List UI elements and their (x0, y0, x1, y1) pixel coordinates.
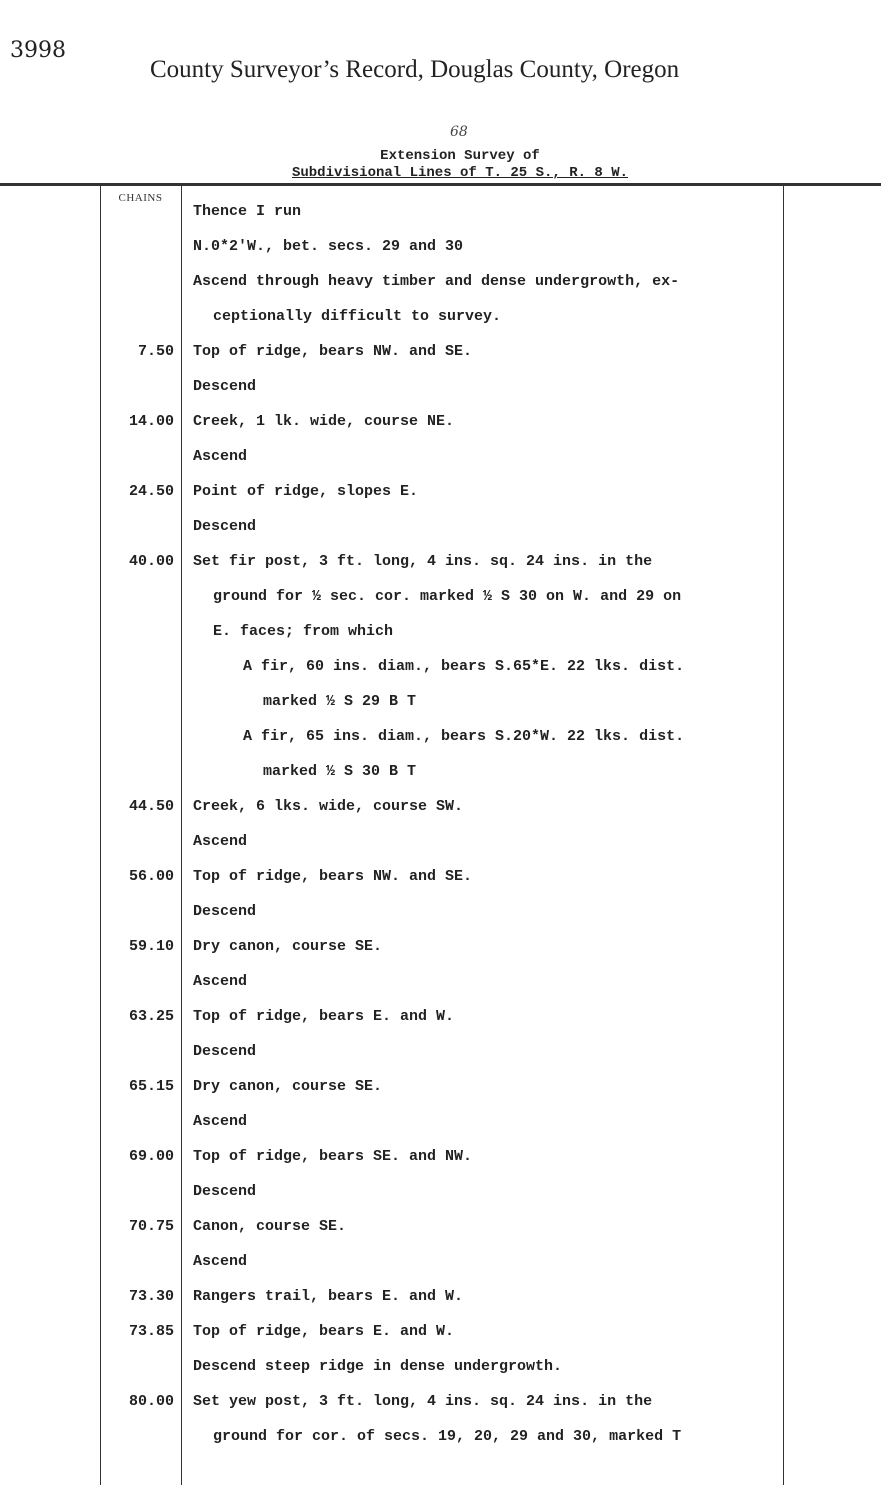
chain-distance: 24.50 (128, 483, 174, 500)
table-row (0, 754, 881, 789)
survey-note: Dry canon, course SE. (193, 1078, 383, 1095)
survey-note: Descend (193, 1183, 257, 1200)
field-notes (0, 194, 881, 1454)
chain-distance: 56.00 (128, 868, 174, 885)
survey-note: Ascend (193, 833, 248, 850)
table-row (0, 1384, 881, 1419)
chain-distance: 65.15 (128, 1078, 174, 1095)
table-row (0, 649, 881, 684)
table-row (0, 964, 881, 999)
survey-note: ground for ½ sec. cor. marked ½ S 30 on W. and 29 on (213, 588, 682, 605)
table-row (0, 789, 881, 824)
chain-distance: 70.75 (128, 1218, 174, 1235)
table-row (0, 264, 881, 299)
chain-distance: 73.30 (128, 1288, 174, 1305)
chain-distance: 59.10 (128, 938, 174, 955)
table-row (0, 509, 881, 544)
table-row (0, 1104, 881, 1139)
table-row (0, 1209, 881, 1244)
table-row (0, 369, 881, 404)
table-row (0, 1314, 881, 1349)
survey-note: Dry canon, course SE. (193, 938, 383, 955)
top-rule (0, 183, 881, 186)
survey-note: A fir, 60 ins. diam., bears S.65*E. 22 lks. dist. (243, 658, 685, 675)
survey-note: Ascend (193, 448, 248, 465)
table-row (0, 1349, 881, 1384)
table-row (0, 299, 881, 334)
chain-distance: 63.25 (128, 1008, 174, 1025)
survey-note: Top of ridge, bears NW. and SE. (193, 868, 473, 885)
survey-note: N.0*2'W., bet. secs. 29 and 30 (193, 238, 464, 255)
survey-note: Top of ridge, bears E. and W. (193, 1008, 455, 1025)
survey-note: Set yew post, 3 ft. long, 4 ins. sq. 24 ins. in the (193, 1393, 653, 1410)
survey-note: Canon, course SE. (193, 1218, 347, 1235)
survey-note: A fir, 65 ins. diam., bears S.20*W. 22 lks. dist. (243, 728, 685, 745)
survey-note: Descend (193, 903, 257, 920)
survey-note: Ascend (193, 1253, 248, 1270)
table-row (0, 894, 881, 929)
survey-note: Thence I run (193, 203, 302, 220)
page-number: 3998 (10, 38, 66, 63)
survey-note: Ascend through heavy timber and dense undergrowth, ex- (193, 273, 680, 290)
survey-note: Ascend (193, 1113, 248, 1130)
survey-note: Set fir post, 3 ft. long, 4 ins. sq. 24 ins. in the (193, 553, 653, 570)
survey-note: Rangers trail, bears E. and W. (193, 1288, 464, 1305)
chain-distance: 73.85 (128, 1323, 174, 1340)
chain-distance: 80.00 (128, 1393, 174, 1410)
chain-distance: 40.00 (128, 553, 174, 570)
table-row (0, 999, 881, 1034)
chains-column-header: CHAINS (118, 192, 163, 204)
survey-title-line2: Subdivisional Lines of T. 25 S., R. 8 W. (291, 165, 629, 181)
survey-note: Descend (193, 518, 257, 535)
table-row (0, 1069, 881, 1104)
table-row (0, 1244, 881, 1279)
survey-note: Point of ridge, slopes E. (193, 483, 419, 500)
survey-note: marked ½ S 30 B T (263, 763, 417, 780)
chain-distance: 7.50 (137, 343, 174, 360)
survey-note: ground for cor. of secs. 19, 20, 29 and 30, marked T (213, 1428, 682, 1445)
survey-note: E. faces; from which (213, 623, 394, 640)
table-row (0, 439, 881, 474)
survey-note: Creek, 6 lks. wide, course SW. (193, 798, 464, 815)
table-row (0, 1419, 881, 1454)
survey-note: Top of ridge, bears NW. and SE. (193, 343, 473, 360)
table-row (0, 859, 881, 894)
table-row (0, 544, 881, 579)
table-row (0, 194, 881, 229)
table-row (0, 474, 881, 509)
table-row (0, 579, 881, 614)
chain-distance: 44.50 (128, 798, 174, 815)
survey-note: Descend (193, 378, 257, 395)
record-title: County Surveyor’s Record, Douglas County, Oregon (150, 56, 680, 83)
page-mark: 68 (450, 124, 468, 140)
survey-note: Descend steep ridge in dense undergrowth. (193, 1358, 563, 1375)
table-row (0, 824, 881, 859)
survey-note: marked ½ S 29 B T (263, 693, 417, 710)
table-row (0, 1279, 881, 1314)
survey-note: Creek, 1 lk. wide, course NE. (193, 413, 455, 430)
table-row (0, 1174, 881, 1209)
table-row (0, 404, 881, 439)
chain-distance: 14.00 (128, 413, 174, 430)
survey-note: Top of ridge, bears E. and W. (193, 1323, 455, 1340)
table-row (0, 929, 881, 964)
survey-note: ceptionally difficult to survey. (213, 308, 502, 325)
table-row (0, 334, 881, 369)
survey-note: Descend (193, 1043, 257, 1060)
table-row (0, 684, 881, 719)
survey-note: Top of ridge, bears SE. and NW. (193, 1148, 473, 1165)
chain-distance: 69.00 (128, 1148, 174, 1165)
survey-note: Ascend (193, 973, 248, 990)
table-row (0, 719, 881, 754)
table-row (0, 229, 881, 264)
survey-title-line1: Extension Survey of (380, 148, 540, 164)
table-row (0, 1034, 881, 1069)
table-row (0, 614, 881, 649)
table-row (0, 1139, 881, 1174)
